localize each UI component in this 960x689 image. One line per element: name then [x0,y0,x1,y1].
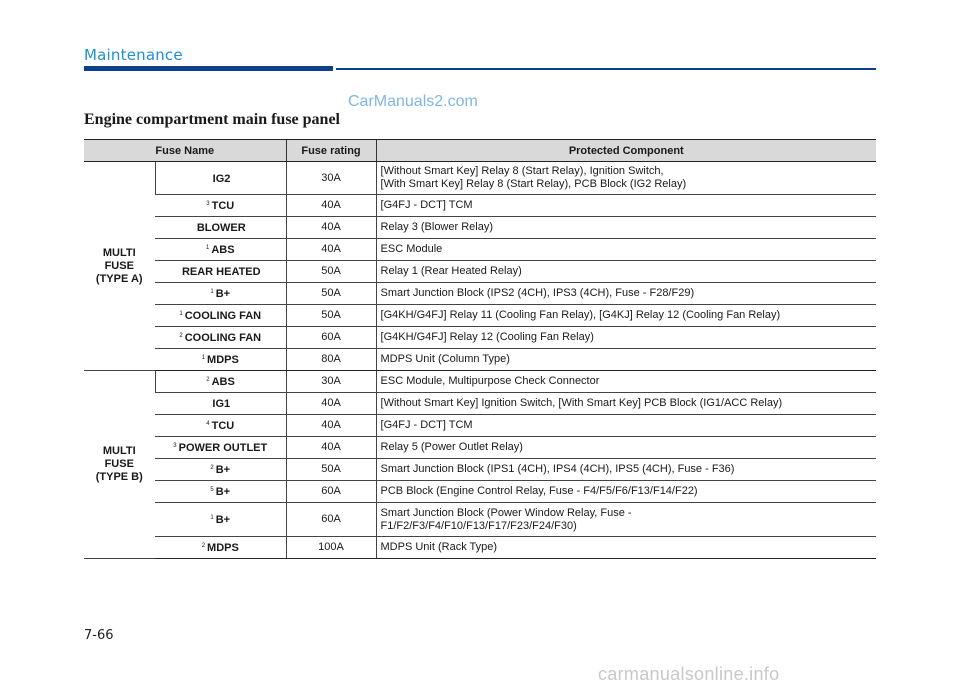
table-row [84,349,876,371]
protected-component-cell: Relay 3 (Blower Relay) [376,217,876,239]
fuse-name-cell [155,459,286,481]
group-label: MULTI FUSE (TYPE B) [84,371,155,559]
protected-component-cell: [Without Smart Key] Ignition Switch, [With Smart Key] PCB Block (IG1/ACC Relay) [376,393,876,415]
footnote-marker: 1 [179,311,183,317]
table-row [84,217,876,239]
fuse-table [84,139,876,559]
fuse-name: B+ [215,288,231,300]
table-row [84,195,876,217]
page-heading: Engine compartment main fuse panel [84,111,340,128]
fuse-name: BLOWER [196,222,246,234]
protected-component-cell: Smart Junction Block (IPS2 (4CH), IPS3 (4CH), Fuse - F28/F29) [376,283,876,305]
fuse-name-cell [155,437,286,459]
fuse-rating-cell: 40A [286,415,376,437]
protected-component-cell: Relay 5 (Power Outlet Relay) [376,437,876,459]
table-row [84,261,876,283]
table-row [84,393,876,415]
fuse-rating-cell: 40A [286,217,376,239]
header-rule-thin [336,68,876,70]
fuse-name: IG1 [212,398,231,410]
protected-component-cell: Smart Junction Block (IPS1 (4CH), IPS4 (4CH), IPS5 (4CH), Fuse - F36) [376,459,876,481]
fuse-name: MDPS [207,354,239,366]
fuse-name-cell [155,305,286,327]
fuse-rating-cell: 30A [286,371,376,393]
footnote-marker: 1 [205,245,210,251]
fuse-rating-cell: 40A [286,393,376,415]
protected-component-cell: Relay 1 (Rear Heated Relay) [376,261,876,283]
table-row [84,481,876,503]
table-row [84,162,876,195]
col-header-fuse-name: Fuse Name [84,140,286,162]
fuse-name-cell [155,537,286,559]
fuse-rating-cell: 40A [286,195,376,217]
footnote-marker: 1 [201,355,206,361]
fuse-name-cell [155,371,286,393]
footnote-marker: 5 [210,487,214,493]
table-row [84,415,876,437]
fuse-name-cell [155,327,286,349]
protected-component-cell: Smart Junction Block (Power Window Relay, Fuse - F1/F2/F3/F4/F10/F13/F17/F23/F24/F30) [376,503,876,537]
fuse-table-body [84,162,876,559]
fuse-name-cell [155,393,286,415]
fuse-rating-cell: 100A [286,537,376,559]
fuse-name-cell [155,195,286,217]
protected-component-cell: [G4FJ - DCT] TCM [376,415,876,437]
fuse-name-cell [155,481,286,503]
footnote-marker: 1 [210,515,214,521]
watermark-bottom[interactable]: carmanualsonline.info [598,664,780,684]
fuse-name-cell [155,283,286,305]
fuse-rating-cell: 60A [286,481,376,503]
protected-component-cell: MDPS Unit (Rack Type) [376,537,876,559]
fuse-name: REAR HEATED [181,266,261,278]
fuse-name: POWER OUTLET [178,442,268,454]
col-header-fuse-rating: Fuse rating [286,140,376,162]
table-row [84,239,876,261]
group-label: MULTI FUSE (TYPE A) [84,162,155,371]
fuse-name: COOLING FAN [184,332,262,344]
fuse-name-cell [155,349,286,371]
fuse-name-cell [155,261,286,283]
fuse-name: MDPS [207,542,239,554]
fuse-rating-cell: 80A [286,349,376,371]
protected-component-cell: ESC Module [376,239,876,261]
section-title: Maintenance [84,46,183,64]
protected-component-cell: [G4FJ - DCT] TCM [376,195,876,217]
fuse-rating-cell: 50A [286,459,376,481]
protected-component-cell: ESC Module, Multipurpose Check Connector [376,371,876,393]
fuse-name: ABS [211,244,235,256]
fuse-name-cell [155,239,286,261]
fuse-rating-cell: 50A [286,305,376,327]
table-row [84,327,876,349]
table-row [84,371,876,393]
watermark-top[interactable]: CarManuals2.com [348,93,478,110]
protected-component-cell: PCB Block (Engine Control Relay, Fuse - F4/F5/F6/F13/F14/F22) [376,481,876,503]
col-header-protected-component: Protected Component [376,140,876,162]
fuse-rating-cell: 40A [286,437,376,459]
table-row [84,437,876,459]
fuse-rating-cell: 40A [286,239,376,261]
header-rule-thick [84,66,333,71]
fuse-name-cell [155,162,286,195]
table-header-row [84,140,876,162]
table-row [84,537,876,559]
fuse-name: COOLING FAN [184,310,262,322]
table-row [84,503,876,537]
footnote-marker: 2 [206,377,210,383]
fuse-name: ABS [211,376,235,388]
protected-component-cell: MDPS Unit (Column Type) [376,349,876,371]
protected-component-cell: [G4KH/G4FJ] Relay 11 (Cooling Fan Relay), [G4KJ] Relay 12 (Cooling Fan Relay) [376,305,876,327]
table-row [84,305,876,327]
protected-component-cell: [G4KH/G4FJ] Relay 12 (Cooling Fan Relay) [376,327,876,349]
protected-component-cell: [Without Smart Key] Relay 8 (Start Relay), Ignition Switch, [With Smart Key] Relay 8 (Start Relay), PCB Block (IG2 Relay) [376,162,876,195]
footnote-marker: 2 [201,543,206,549]
fuse-name: B+ [215,486,231,498]
table-row [84,283,876,305]
fuse-name: B+ [215,514,231,526]
fuse-rating-cell: 50A [286,261,376,283]
fuse-name: TCU [211,200,235,212]
fuse-rating-cell: 30A [286,162,376,195]
page-number: 7-66 [84,628,114,643]
fuse-name: TCU [211,420,235,432]
fuse-name-cell [155,415,286,437]
fuse-name-cell [155,503,286,537]
footnote-marker: 2 [179,333,183,339]
fuse-rating-cell: 50A [286,283,376,305]
table-row [84,459,876,481]
fuse-name: IG2 [212,172,231,185]
fuse-rating-cell: 60A [286,327,376,349]
footnote-marker: 3 [173,443,177,449]
footnote-marker: 1 [210,289,214,295]
fuse-rating-cell: 60A [286,503,376,537]
fuse-name-cell [155,217,286,239]
footnote-marker: 3 [206,201,210,207]
fuse-name: B+ [215,464,231,476]
footnote-marker: 4 [206,421,210,427]
footnote-marker: 2 [210,465,214,471]
